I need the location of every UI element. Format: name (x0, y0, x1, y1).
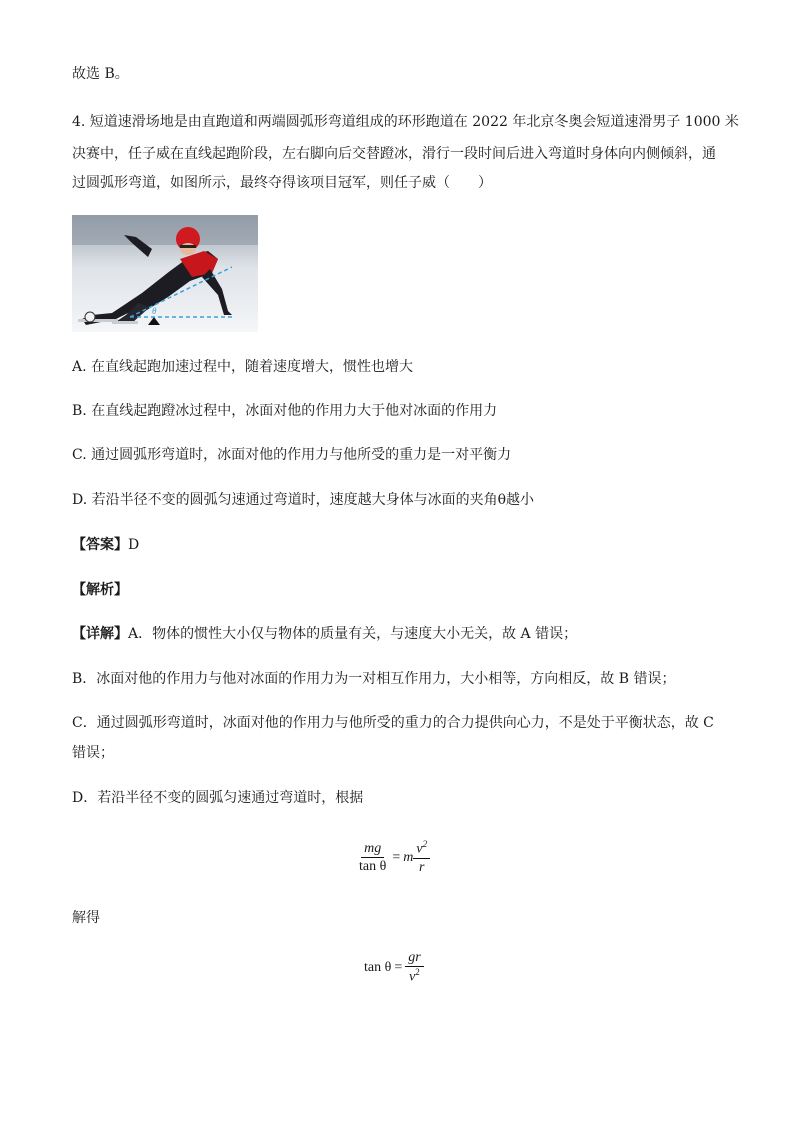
analysis-tag: 【解析】 (72, 582, 128, 598)
analysis-d: D．若沿半径不变的圆弧匀速通过弯道时，根据 (72, 790, 364, 806)
answer-line (72, 535, 139, 555)
answer-tag: 【答案】 (72, 537, 128, 553)
solve-label: 解得 (72, 910, 100, 926)
mass-m: m (403, 849, 414, 865)
formula-tan-theta (364, 950, 424, 985)
skater-illustration (72, 215, 258, 332)
question-line-1: 4. 短道速滑场地是由直跑道和两端圆弧形弯道组成的环形跑道在 2022 年北京冬奥会短道速滑男子 1000 米 (72, 114, 739, 130)
question-line-3: 过圆弧形弯道，如图所示，最终夺得该项目冠军，则任子威（ ） (72, 175, 492, 191)
analysis-c-line-2: 错误； (72, 745, 114, 761)
analysis-a: A．物体的惯性大小仅与物体的质量有关，与速度大小无关，故 A 错误； (128, 626, 578, 642)
analysis-a-line (72, 624, 577, 644)
equals-sign: = (392, 849, 401, 865)
option-a: A. 在直线起跑加速过程中，随着速度增大，惯性也增大 (72, 359, 414, 375)
fraction-right (413, 840, 430, 875)
denominator-v-squared: $v^2$ (409, 967, 420, 986)
previous-answer-line: 故选 B。 (72, 66, 129, 82)
lhs-tan-theta: tan θ (364, 959, 392, 975)
fraction-left (356, 841, 389, 875)
numerator-v-squared: $v^2$ (413, 840, 430, 859)
detail-tag: 【详解】 (72, 626, 128, 642)
option-d: D. 若沿半径不变的圆弧匀速通过弯道时，速度越大身体与冰面的夹角θ越小 (72, 492, 535, 508)
theta-label: θ (152, 306, 157, 316)
question-line-2: 决赛中，任子威在直线起跑阶段，左右脚向后交替蹬冰，滑行一段时间后进入弯道时身体向内侧倾斜，通 (72, 146, 716, 162)
numerator-gr: gr (405, 950, 423, 967)
denominator-r: r (418, 860, 425, 876)
fraction-gr-v2 (405, 950, 423, 985)
analysis-b: B．冰面对他的作用力与他对冰面的作用力为一对相互作用力，大小相等，方向相反，故 B 错误； (72, 671, 676, 687)
numerator-mg: mg (361, 841, 384, 858)
skater-photo (72, 215, 258, 332)
denominator-tan-theta: tan θ (359, 859, 387, 875)
formula-centripetal (356, 840, 430, 875)
option-c: C. 通过圆弧形弯道时，冰面对他的作用力与他所受的重力是一对平衡力 (72, 447, 512, 463)
analysis-c-line-1: C．通过圆弧形弯道时，冰面对他的作用力与他所受的重力的合力提供向心力，不是处于平衡状态，故 C (72, 715, 714, 731)
option-b: B. 在直线起跑蹬冰过程中，冰面对他的作用力大于他对冰面的作用力 (72, 403, 498, 419)
equals-sign-2: = (394, 959, 403, 975)
answer-value: D (128, 537, 140, 553)
